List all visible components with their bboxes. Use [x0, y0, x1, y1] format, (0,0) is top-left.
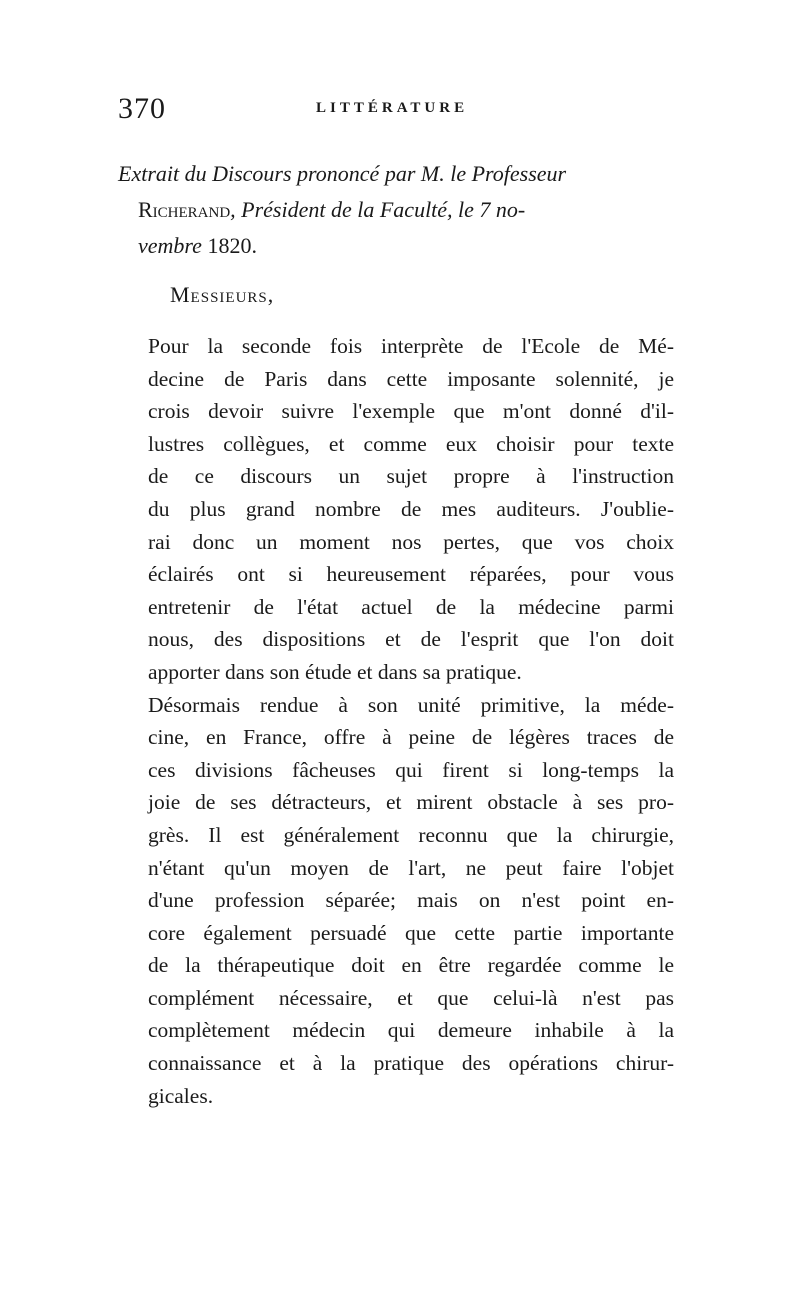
- text-line: complètement médecin qui demeure inhabile à la: [148, 1018, 674, 1043]
- text-line: d'une profession séparée; mais on n'est point en-: [148, 888, 674, 913]
- text-line: core également persuadé que cette partie importante: [148, 920, 674, 945]
- text-line: grès. Il est généralement reconnu que la chirurgie,: [148, 822, 674, 847]
- text-line: cine, en France, offre à peine de légères traces de: [148, 725, 674, 750]
- text-line: entretenir de l'état actuel de la médecine parmi: [148, 594, 674, 619]
- text-line: du plus grand nombre de mes auditeurs. J'oublie-: [148, 496, 674, 521]
- text-line: de ce discours un sujet propre à l'instruction: [148, 464, 674, 489]
- title-line-2: [118, 192, 680, 228]
- paragraph-2: [118, 689, 674, 1113]
- text-line: éclairés ont si heureusement réparées, pour vous: [148, 562, 674, 587]
- text-line: ces divisions fâcheuses qui firent si long-temps la: [148, 757, 674, 782]
- text-line: de la thérapeutique doit en être regardée comme le: [148, 953, 674, 978]
- running-title: LITTÉRATURE: [316, 100, 469, 116]
- salutation: Messieurs,: [170, 282, 275, 307]
- text-line: gicales.: [148, 1083, 214, 1108]
- article-title: [118, 156, 680, 264]
- author-name: Richerand: [138, 197, 231, 222]
- body-text: [118, 330, 674, 1112]
- text-line: connaissance et à la pratique des opérations chirur-: [148, 1051, 674, 1076]
- text-line: decine de Paris dans cette imposante solennité, je: [148, 366, 674, 391]
- paragraph-1: [118, 330, 674, 689]
- text-line: rai donc un moment nos pertes, que vos choix: [148, 529, 674, 554]
- page-number: 370: [118, 92, 166, 125]
- title-line-1: Extrait du Discours prononcé par M. le Professeur: [118, 161, 567, 186]
- running-head: [118, 92, 678, 132]
- title-line-2-rest: , Président de la Faculté, le 7 no-: [230, 197, 526, 222]
- title-line-3-end: .: [251, 233, 257, 258]
- text-line: Désormais rendue à son unité primitive, la méde-: [148, 692, 674, 717]
- text-line: n'étant qu'un moyen de l'art, ne peut faire l'objet: [148, 855, 674, 880]
- title-year: 1820: [207, 233, 252, 258]
- text-line: apporter dans son étude et dans sa pratique.: [148, 659, 522, 684]
- text-line: Pour la seconde fois interprète de l'Ecole de Mé-: [148, 334, 674, 358]
- text-line: crois devoir suivre l'exemple que m'ont donné d'il-: [148, 399, 674, 424]
- text-line: lustres collègues, et comme eux choisir pour texte: [148, 431, 674, 456]
- title-line-3-pre: vembre: [138, 233, 208, 258]
- text-line: nous, des dispositions et de l'esprit que l'on doit: [148, 627, 674, 652]
- title-line-3: [118, 228, 680, 264]
- text-line: complément nécessaire, et que celui-là n'est pas: [148, 985, 674, 1010]
- text-line: joie de ses détracteurs, et mirent obstacle à ses pro-: [148, 790, 674, 815]
